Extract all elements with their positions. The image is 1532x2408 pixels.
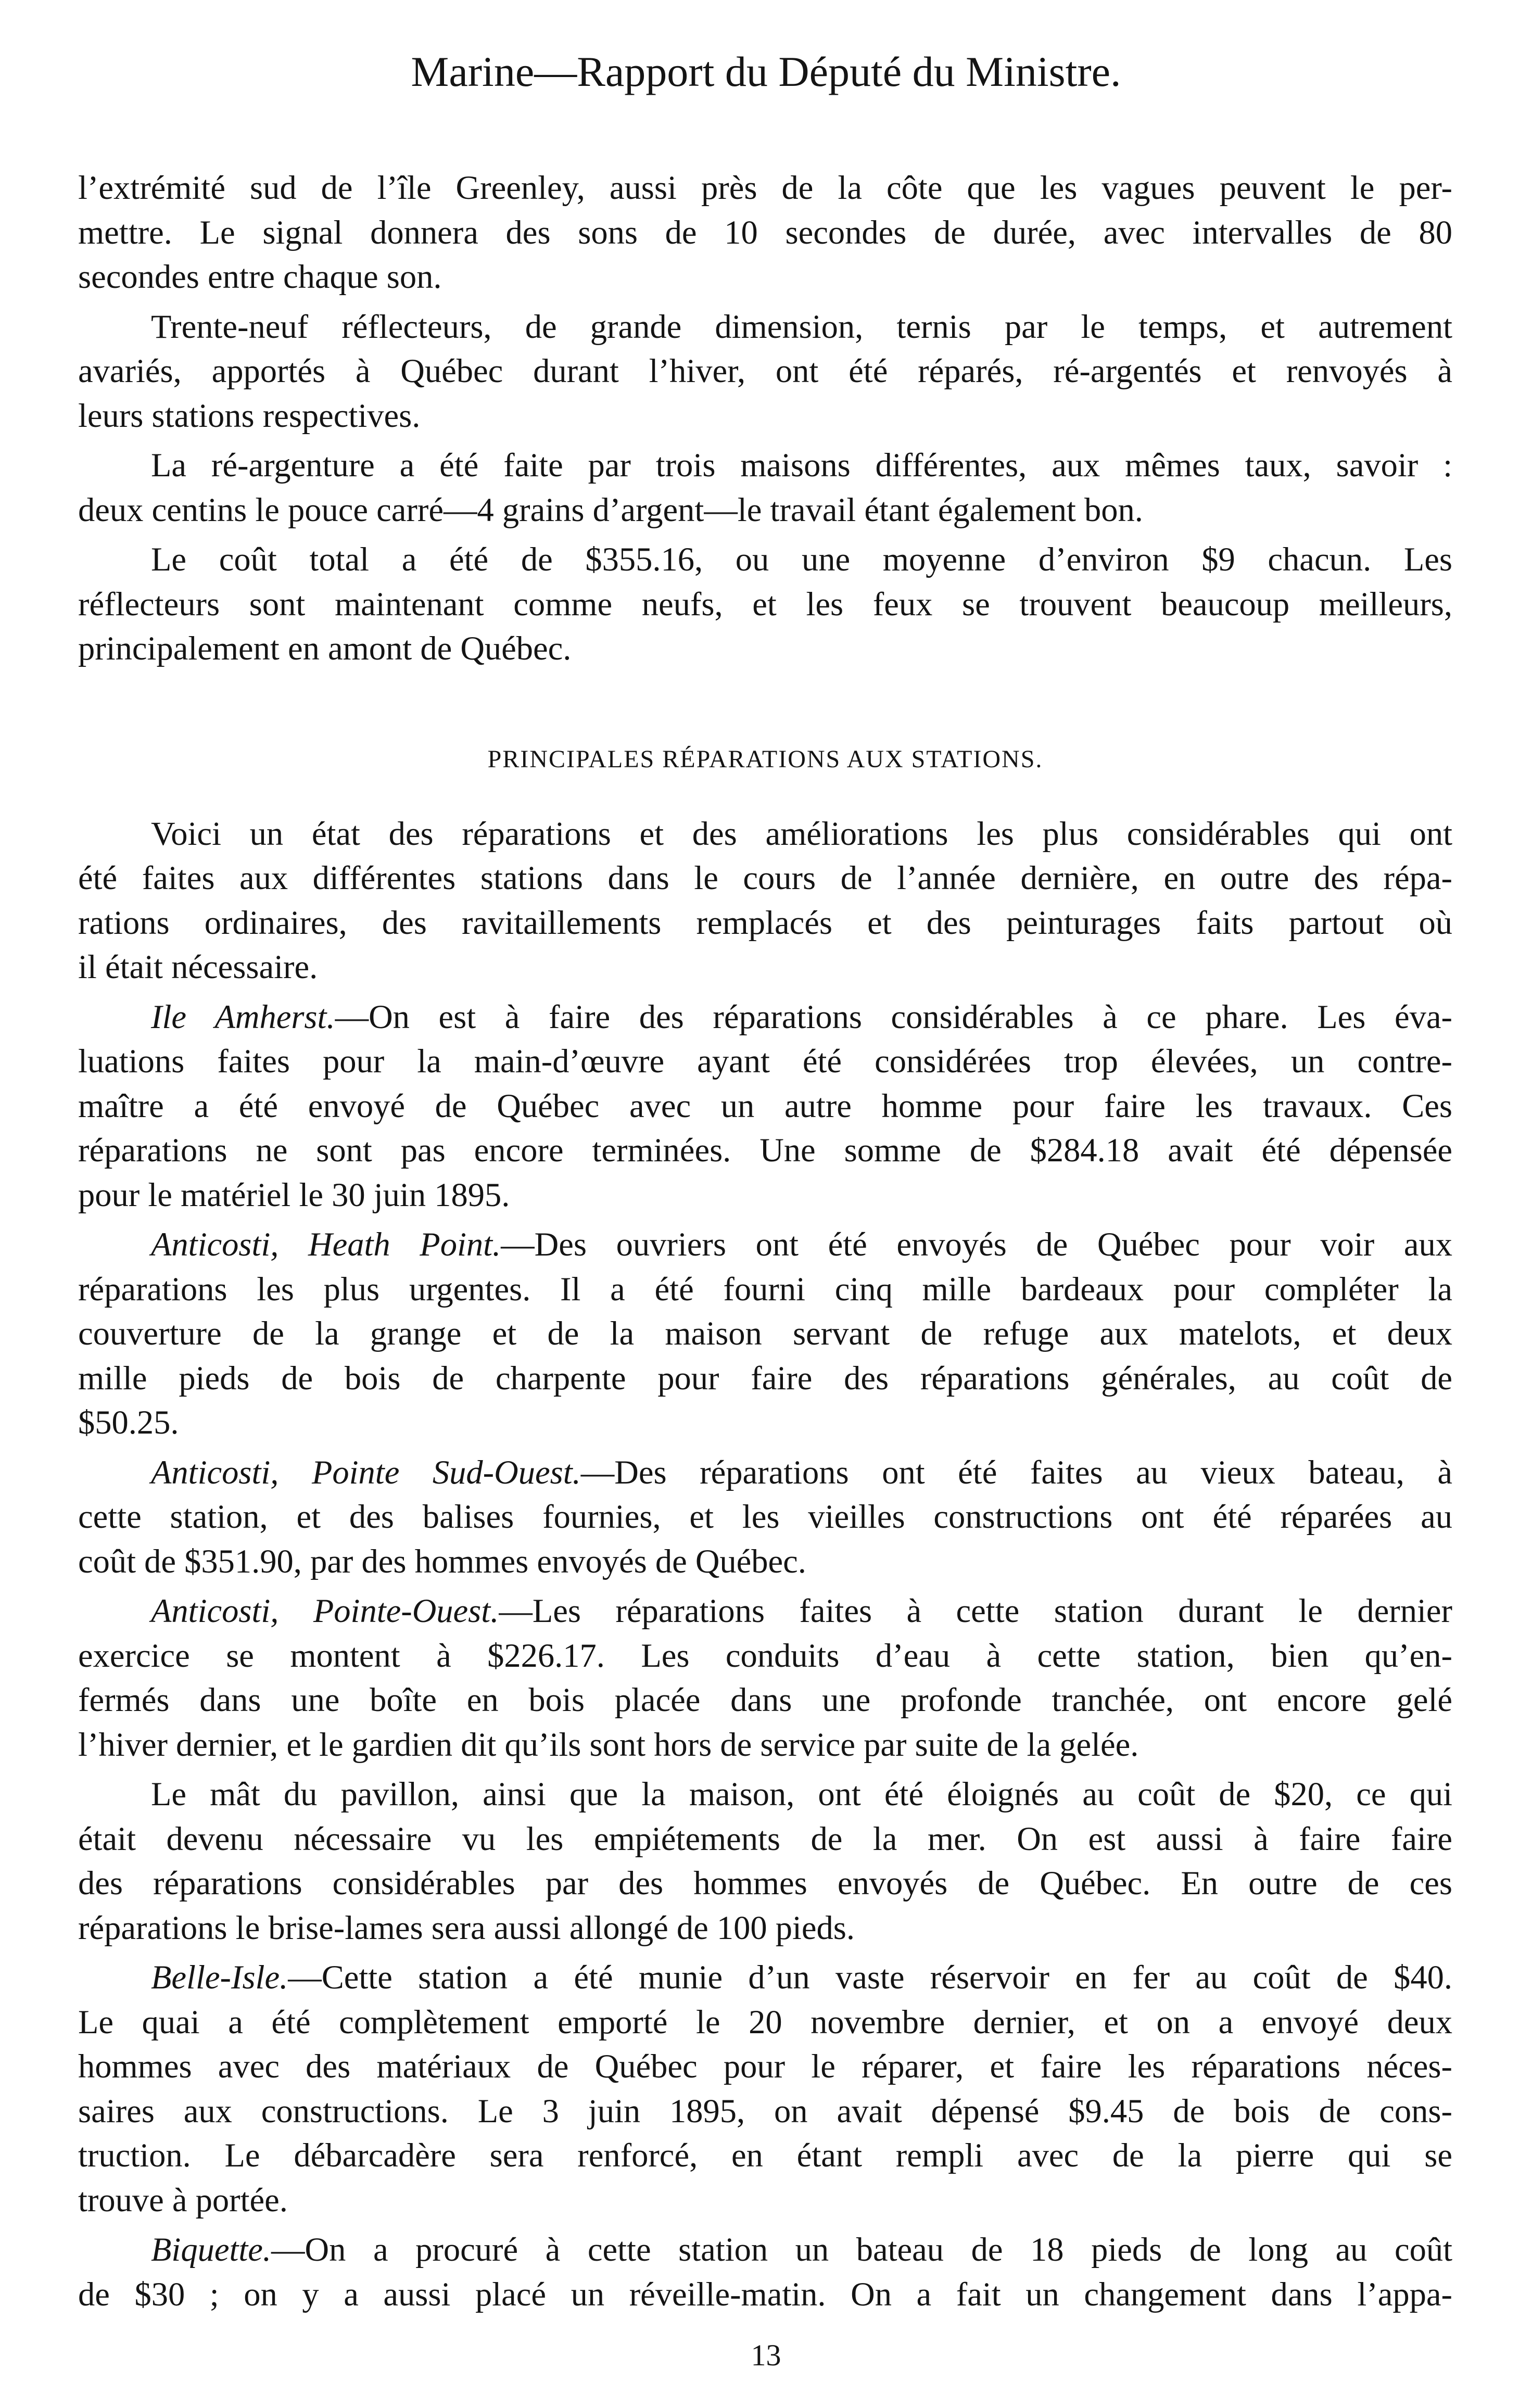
page-number: 13: [751, 2338, 781, 2372]
paragraph-pointe-ouest: [78, 1589, 1452, 1767]
text-line: de $30 ; on y a aussi placé un réveille-matin. On a fait un changement dans l’appa-: [78, 2275, 1452, 2313]
text-line: [78, 1589, 1452, 1633]
text-line: [78, 2227, 1452, 2272]
section-heading: PRINCIPALES RÉPARATIONS AUX STATIONS.: [487, 745, 1043, 773]
paragraph-reargenture: [78, 443, 1452, 532]
text-line: mettre. Le signal donnera des sons de 10 secondes de durée, avec intervalles de 80: [78, 213, 1452, 251]
text-run: —On est à faire des réparations considérables à ce phare. Les éva-: [335, 998, 1453, 1035]
station-name: Anticosti, Heath Point.: [151, 1226, 501, 1263]
text-line: couverture de la grange et de la maison servant de refuge aux matelots, et deux: [78, 1315, 1452, 1352]
station-name: Biquette.: [151, 2231, 272, 2268]
text-line: l’hiver dernier, et le gardien dit qu’ils sont hors de service par suite de la gelée.: [78, 1726, 1139, 1763]
text-line: été faites aux différentes stations dans le cours de l’année dernière, en outre des répa-: [78, 859, 1452, 896]
text-line: La ré-argenture a été faite par trois maisons différentes, aux mêmes taux, savoir :: [151, 447, 1452, 484]
text-line: maître a été envoyé de Québec avec un autre homme pour faire les travaux. Ces: [78, 1087, 1452, 1124]
text-line: exercice se montent à $226.17. Les conduits d’eau à cette station, bien qu’en-: [78, 1637, 1452, 1674]
text-run: —Cette station a été munie d’un vaste réservoir en fer au coût de $40.: [288, 1959, 1452, 1996]
text-line: secondes entre chaque son.: [78, 258, 442, 295]
text-line: [78, 995, 1452, 1040]
text-line: fermés dans une boîte en bois placée dans une profonde tranchée, ont encore gelé: [78, 1681, 1452, 1718]
text-line: Le mât du pavillon, ainsi que la maison, ont été éloignés au coût de $20, ce qui: [151, 1776, 1452, 1813]
text-line: deux centins le pouce carré—4 grains d’argent—le travail étant également bon.: [78, 491, 1143, 528]
section-heading-block: [78, 744, 1452, 775]
text-line: l’extrémité sud de l’île Greenley, aussi près de la côte que les vagues peuvent le per-: [78, 169, 1452, 206]
text-line: coût de $351.90, par des hommes envoyés de Québec.: [78, 1542, 806, 1580]
text-line: saires aux constructions. Le 3 juin 1895, on avait dépensé $9.45 de bois de cons-: [78, 2092, 1452, 2130]
text-line: Le quai a été complètement emporté le 20 novembre dernier, et on a envoyé deux: [78, 2003, 1452, 2041]
text-line: rations ordinaires, des ravitaillements remplacés et des peinturages faits partout où: [78, 904, 1452, 941]
text-line: était devenu nécessaire vu les empiétements de la mer. On est aussi à faire faire: [78, 1820, 1452, 1857]
paragraph-belle-isle: [78, 1955, 1452, 2222]
text-line: truction. Le débarcadère sera renforcé, en étant rempli avec de la pierre qui se: [78, 2137, 1452, 2174]
text-run: —Des réparations ont été faites au vieux bateau, à: [580, 1453, 1453, 1491]
document-body: [78, 166, 1452, 2316]
text-run: —Les réparations faites à cette station durant le dernier: [499, 1592, 1452, 1629]
paragraph-heath-point: [78, 1222, 1452, 1445]
station-name: Belle-Isle.: [151, 1959, 288, 1996]
text-line: trouve à portée.: [78, 2181, 288, 2219]
station-name: Ile Amherst.: [151, 998, 335, 1035]
paragraph-mat-du-pavillon: [78, 1772, 1452, 1950]
text-line: leurs stations respectives.: [78, 397, 421, 434]
text-line: [78, 1222, 1452, 1267]
text-run: —Des ouvriers ont été envoyés de Québec pour voir aux: [501, 1226, 1452, 1263]
text-line: des réparations considérables par des hommes envoyés de Québec. En outre de ces: [78, 1865, 1452, 1902]
text-line: $50.25.: [78, 1404, 179, 1441]
text-line: réparations les plus urgentes. Il a été fourni cinq mille bardeaux pour compléter la: [78, 1270, 1452, 1308]
page-header: Marine—Rapport du Député du Ministre.: [411, 48, 1121, 95]
text-line: principalement en amont de Québec.: [78, 630, 572, 667]
text-line: réparations le brise-lames sera aussi allongé de 100 pieds.: [78, 1909, 855, 1946]
text-line: Le coût total a été de $355.16, ou une moyenne d’environ $9 chacun. Les: [151, 541, 1452, 578]
text-run: —On a procuré à cette station un bateau de 18 pieds de long au coût: [271, 2231, 1452, 2268]
text-line: réparations ne sont pas encore terminées. Une somme de $284.18 avait été dépensée: [78, 1132, 1452, 1169]
paragraph-biquette: [78, 2227, 1452, 2316]
text-line: pour le matériel le 30 juin 1895.: [78, 1176, 510, 1213]
text-line: réflecteurs sont maintenant comme neufs, et les feux se trouvent beaucoup meilleurs,: [78, 585, 1452, 623]
text-line: avariés, apportés à Québec durant l’hiver, ont été réparés, ré-argentés et renvoyés à: [78, 352, 1452, 389]
text-line: [78, 1955, 1452, 2000]
paragraph-voici-un-etat: [78, 812, 1452, 990]
text-line: il était nécessaire.: [78, 948, 318, 985]
text-line: Trente-neuf réflecteurs, de grande dimension, ternis par le temps, et autrement: [151, 308, 1452, 345]
text-line: [78, 1450, 1452, 1495]
text-line: Voici un état des réparations et des améliorations les plus considérables qui ont: [151, 815, 1452, 852]
paragraph-pointe-sud-ouest: [78, 1450, 1452, 1584]
station-name: Anticosti, Pointe Sud-Ouest.: [151, 1453, 581, 1491]
text-line: hommes avec des matériaux de Québec pour le réparer, et faire les réparations néces-: [78, 2048, 1452, 2085]
paragraph-reflecteurs: [78, 305, 1452, 438]
text-line: mille pieds de bois de charpente pour faire des réparations générales, au coût de: [78, 1359, 1452, 1397]
paragraph-ile-amherst: [78, 995, 1452, 1218]
text-line: luations faites pour la main-d’œuvre ayant été considérées trop élevées, un contre-: [78, 1043, 1452, 1080]
station-name: Anticosti, Pointe-Ouest.: [151, 1592, 499, 1629]
paragraph-foghorn: [78, 166, 1452, 299]
paragraph-cout-total: [78, 537, 1452, 671]
text-line: cette station, et des balises fournies, et les vieilles constructions ont été réparées au: [78, 1498, 1452, 1535]
